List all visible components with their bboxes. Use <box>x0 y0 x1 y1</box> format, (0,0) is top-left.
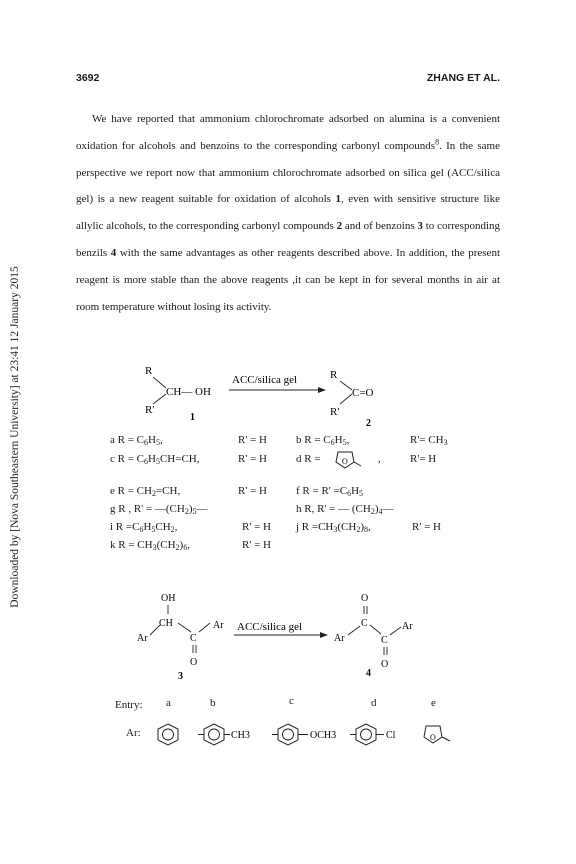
substituent-i-rprime: R' = H <box>242 521 271 533</box>
para-text-1: We have reported that ammonium chlorochromate adsorbed on alumina is a convenient oxidation for alcohols and benzoins to the corresponding carbonyl compounds <box>76 113 500 152</box>
scheme2-c-left: C <box>190 633 197 644</box>
substituent-i: i $R =C_6H_5CH_2$, <box>110 521 178 534</box>
download-watermark: Downloaded by [Nova Southeastern University] at 23:41 12 January 2015 <box>9 266 21 608</box>
scheme2-o-bottom: O <box>381 659 389 670</box>
compound-number-3: 3 <box>417 220 423 233</box>
substituent-b-rprime: $R'= CH_3$ <box>410 434 448 447</box>
para-text-6: with the same advantages as other reagents described above. In addition, the present reagent is more stable than the above reagents ,it can be kept in for several months in air at room temperature without losing its activity. <box>76 246 500 313</box>
substituent-a-rprime: R' = H <box>238 434 267 446</box>
page-number: 3692 <box>76 72 100 84</box>
scheme2-c-bottom: C <box>381 635 388 646</box>
substituent-f: f $R = R' =C_6H_5$ <box>296 485 364 498</box>
compound-number-4: 4 <box>110 246 117 259</box>
scheme2-ar-left: Ar <box>137 633 148 644</box>
entry-e: e <box>431 697 436 709</box>
substituent-d-rprime: R'= H <box>410 453 437 465</box>
substituent-c-rprime: R' = H <box>238 453 267 465</box>
scheme2-ar-mid: Ar <box>213 620 224 631</box>
scheme2-ar-right2: Ar <box>402 621 413 632</box>
furyl-ring-icon <box>334 448 362 470</box>
substituent-e: e $R = CH_2=CH$, <box>110 485 181 498</box>
substituent-e-rprime: R' = H <box>238 485 267 497</box>
entry-a: a <box>166 697 171 709</box>
scheme2-c-top: C <box>361 618 368 629</box>
scheme2-ch: CH <box>159 618 173 629</box>
furyl-entry-icon <box>424 726 450 743</box>
svg-text:O: O <box>430 733 436 742</box>
para-text-4: and of benzoins <box>342 220 418 233</box>
scheme2-oh: OH <box>161 593 176 604</box>
scheme1-right-r: R <box>330 369 338 381</box>
svg-text:O: O <box>342 457 348 466</box>
entry-label: Entry: <box>115 699 143 711</box>
scheme2-reagent: ACC/silica gel <box>237 621 303 633</box>
scheme2-o-left: O <box>190 657 198 668</box>
scheme2-o-top: O <box>361 593 369 604</box>
entry-b: b <box>210 697 216 709</box>
substituent-k: k $R = CH_3(CH_2)_6$, <box>110 539 190 552</box>
reference-mark: 8 <box>435 137 440 147</box>
substituent-a: a $R = C_6H_5$, <box>110 434 163 447</box>
substituent-d-separator: , <box>378 453 381 465</box>
entry-c-och3: OCH3 <box>310 730 337 741</box>
entry-b-ch3: CH3 <box>231 730 250 741</box>
running-head: ZHANG ET AL. <box>426 72 500 84</box>
scheme1-right-group: C=O <box>352 387 374 399</box>
scheme2-compound-4: 4 <box>366 668 371 679</box>
substituent-g: g R , $R' = —(CH_2)_5—$ <box>110 503 208 516</box>
scheme1-left-group: CH— OH <box>166 386 211 398</box>
anisyl-ring-icon <box>272 724 336 745</box>
substituent-j: j $R =CH_3(CH_2)_8$, <box>296 521 371 534</box>
scheme1-compound-1: 1 <box>190 412 195 423</box>
entry-d-cl: Cl <box>386 730 396 741</box>
tolyl-ring-icon <box>198 724 250 745</box>
scheme1-reagent: ACC/silica gel <box>232 374 298 386</box>
entry-d: d <box>371 697 377 709</box>
scheme-benzoin-oxidation <box>0 585 576 685</box>
chlorophenyl-ring-icon <box>350 724 396 745</box>
substituent-c: c $R = C_6H_5CH=CH$, <box>110 453 200 466</box>
substituent-k-rprime: R' = H <box>242 539 271 551</box>
compound-number-1: 1 <box>335 193 341 206</box>
para-text-5: to corresponding benzils <box>76 220 500 259</box>
scheme1-left-rprime: R' <box>145 404 155 416</box>
substituent-j-rprime: R' = H <box>412 521 441 533</box>
phenyl-ring-icon <box>158 724 178 745</box>
scheme2-compound-3: 3 <box>178 671 183 682</box>
scheme1-right-rprime: R' <box>330 406 340 418</box>
para-text-3: , even with sensitive structure like allylic alcohols, to the corresponding carbonyl compounds <box>76 193 500 233</box>
scheme1-left-r: R <box>145 365 153 377</box>
body-paragraph <box>76 106 500 320</box>
para-text-2: . In the same perspective we report now that ammonium chlorochromate adsorbed on silica gel (ACC/silica gel) is a new reagent suitable for oxidation of alcohols <box>76 139 500 206</box>
scheme2-ar-right1: Ar <box>334 633 345 644</box>
aryl-structures <box>150 716 480 752</box>
ar-label: Ar: <box>126 727 141 739</box>
entry-c: c <box>289 695 294 707</box>
compound-number-2: 2 <box>336 220 343 233</box>
substituent-b: b $R = C_6H_5$, <box>296 434 350 447</box>
substituent-h: h R, R' = — $(CH_2)_4—$ <box>296 503 394 516</box>
substituent-d: d R = <box>296 453 321 465</box>
scheme-alcohol-oxidation <box>0 355 576 435</box>
scheme1-compound-2: 2 <box>366 418 371 429</box>
